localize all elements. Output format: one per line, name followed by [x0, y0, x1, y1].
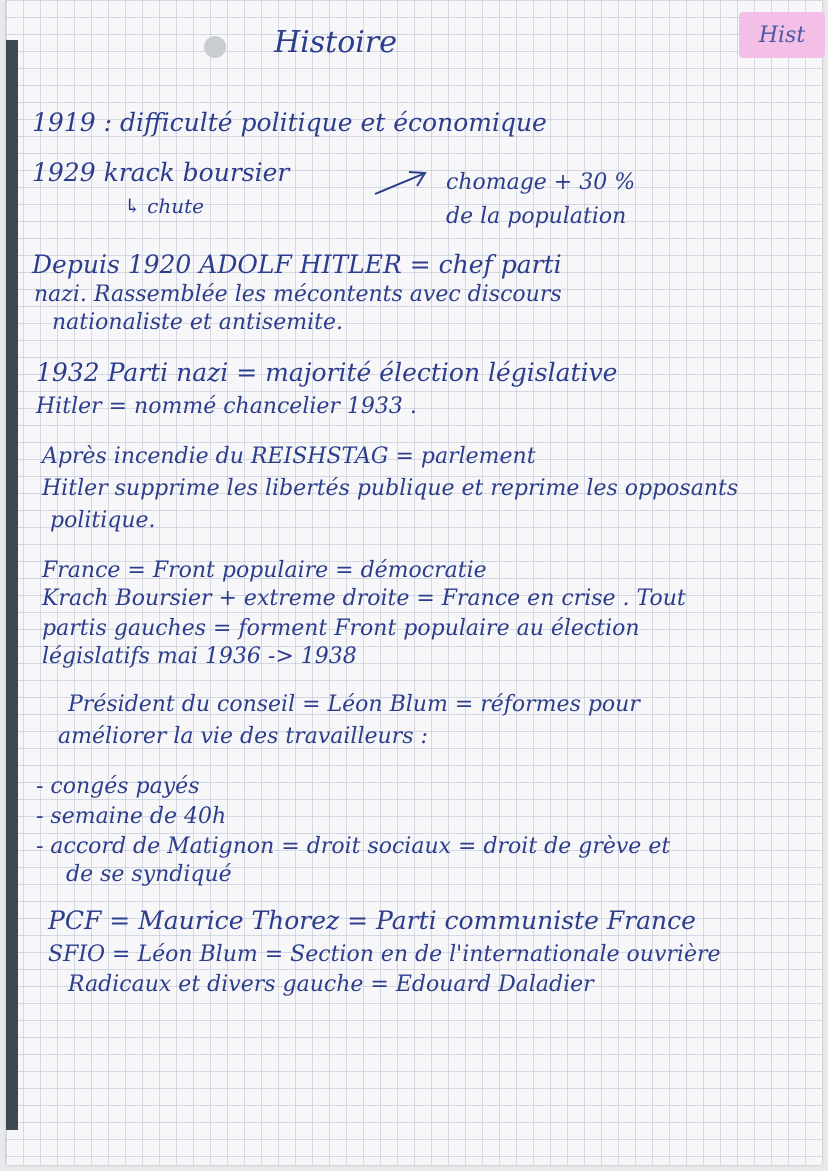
line-1929-right-1: chomage + 30 %: [446, 170, 636, 195]
binding-strip: [6, 40, 18, 1130]
arrow-icon: [371, 168, 431, 198]
line-1920-a: Depuis 1920 ADOLF HITLER = chef parti: [32, 250, 562, 279]
line-radicaux: Radicaux et divers gauche = Edouard Daladier: [68, 972, 594, 997]
line-1929-right-2: de la population: [446, 204, 627, 229]
line-1932-a: 1932 Parti nazi = majorité élection législative: [36, 358, 618, 387]
page-title: Histoire: [274, 25, 397, 60]
line-reichstag-2: Hitler supprime les libertés publique et reprime les opposants: [42, 476, 739, 501]
list-item-semaine: - semaine de 40h: [36, 804, 227, 829]
line-sfio: SFIO = Léon Blum = Section en de l'internationale ouvrière: [48, 942, 721, 967]
line-reichstag-3: politique.: [50, 508, 156, 533]
line-1929: 1929 krack boursier: [32, 158, 290, 187]
line-1920-c: nationaliste et antisemite.: [52, 310, 343, 335]
line-1919: 1919 : difficulté politique et économique: [32, 108, 547, 137]
subject-tab: Hist: [739, 12, 825, 58]
notebook-page: [6, 0, 822, 1165]
punch-hole: [204, 36, 226, 58]
list-item-syndique: de se syndiqué: [66, 862, 232, 887]
list-item-matignon: - accord de Matignon = droit sociaux = droit de grève et: [36, 834, 671, 859]
line-pcf: PCF = Maurice Thorez = Parti communiste France: [48, 906, 696, 935]
line-reichstag-1: Après incendie du REISHSTAG = parlement: [42, 444, 536, 469]
line-1929-note: ↳ chute: [124, 194, 204, 218]
line-france-3: partis gauches = forment Front populaire au élection: [42, 616, 640, 641]
line-france-4: législatifs mai 1936 -> 1938: [42, 644, 357, 669]
line-france-1: France = Front populaire = démocratie: [42, 558, 487, 583]
line-president-2: améliorer la vie des travailleurs :: [58, 724, 428, 749]
line-president-1: Président du conseil = Léon Blum = réformes pour: [68, 692, 640, 717]
list-item-conges: - congés payés: [36, 774, 200, 799]
line-1932-b: Hitler = nommé chancelier 1933 .: [36, 394, 417, 419]
line-france-2: Krach Boursier + extreme droite = France en crise . Tout: [42, 586, 686, 611]
line-1920-b: nazi. Rassemblée les mécontents avec discours: [34, 282, 562, 307]
